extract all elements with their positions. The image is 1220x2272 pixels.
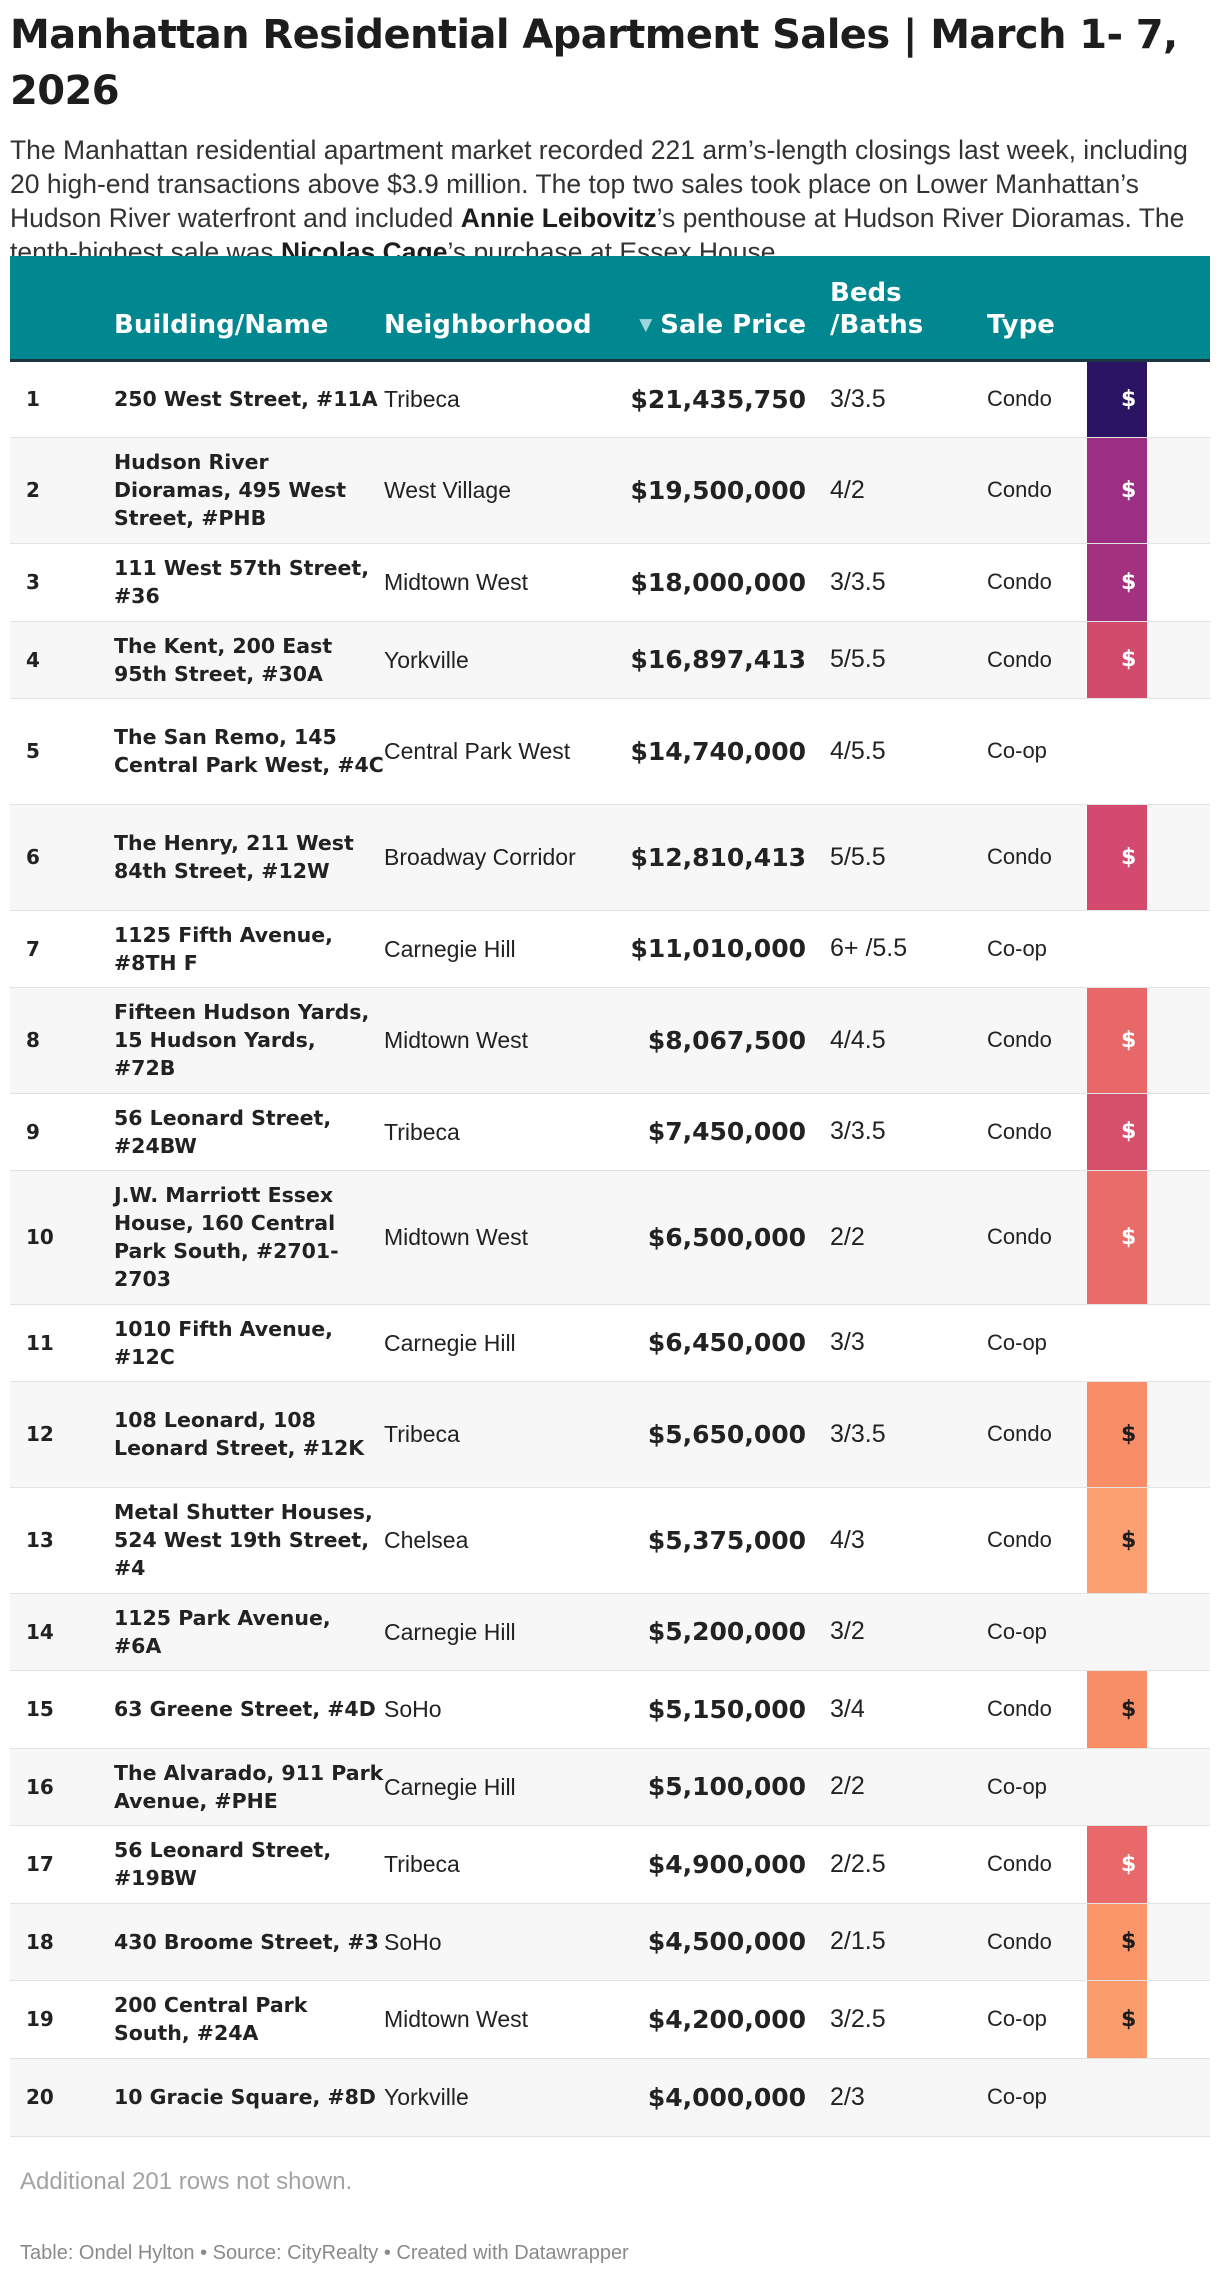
row-building-name: Fifteen Hudson Yards, 15 Hudson Yards, #72B	[114, 1000, 370, 1080]
row-neighborhood: Midtown West	[384, 569, 529, 595]
row-beds-baths: 3/2.5	[830, 2004, 886, 2033]
table-body	[10, 360, 1210, 2136]
row-type: Co-op	[987, 738, 1047, 763]
header-beds-baths[interactable]: Beds /Baths	[830, 277, 924, 340]
row-type: Condo	[987, 1421, 1052, 1446]
row-sale-price: $5,100,000	[647, 1772, 806, 1801]
row-neighborhood: Midtown West	[384, 1027, 529, 1053]
row-building-name: 200 Central Park South, #24A	[114, 1993, 308, 2045]
row-type: Condo	[987, 1527, 1052, 1552]
price-swatch: $	[1087, 1981, 1147, 2058]
price-swatch: $	[1087, 1382, 1147, 1487]
row-neighborhood: Midtown West	[384, 1224, 529, 1250]
row-rank: 10	[26, 1225, 54, 1249]
header-rank	[10, 256, 114, 360]
row-type: Co-op	[987, 2084, 1047, 2109]
row-beds-baths: 3/3.5	[830, 567, 886, 596]
header-building[interactable]: Building/Name	[114, 309, 329, 340]
row-rank: 20	[26, 2085, 54, 2109]
table-row	[10, 543, 1210, 621]
intro-highlight-name: Nicolas Cage	[281, 237, 448, 267]
row-price-swatch-cell	[1087, 360, 1210, 437]
row-sale-price: $7,450,000	[647, 1117, 806, 1146]
price-swatch: $	[1087, 362, 1147, 437]
row-rank: 3	[26, 570, 40, 594]
row-rank: 11	[26, 1330, 54, 1355]
row-building-name: 108 Leonard, 108 Leonard Street, #12K	[114, 1408, 365, 1460]
row-type: Condo	[987, 1696, 1052, 1721]
table-row	[10, 1487, 1210, 1593]
price-swatch: $	[1087, 438, 1147, 543]
row-beds-baths: 2/2.5	[830, 1849, 886, 1878]
header-type[interactable]: Type	[987, 309, 1055, 340]
table-row	[10, 1980, 1210, 2058]
row-sale-price: $5,150,000	[647, 1694, 806, 1724]
row-type: Condo	[987, 646, 1052, 672]
row-price-swatch-cell	[1087, 804, 1210, 910]
footer-credits: Table: Ondel Hylton • Source: CityRealty • Created with Datawrapper	[20, 2242, 629, 2264]
row-sale-price: $4,900,000	[647, 1849, 806, 1879]
row-beds-baths: 3/3.5	[830, 1419, 886, 1448]
row-type: Condo	[987, 1851, 1052, 1876]
row-beds-baths: 3/4	[830, 1694, 865, 1723]
table-row	[10, 2058, 1210, 2136]
table-row	[10, 698, 1210, 804]
row-sale-price: $6,450,000	[647, 1328, 806, 1357]
row-rank: 9	[26, 1119, 40, 1144]
row-building-name: 56 Leonard Street, #19BW	[114, 1838, 332, 1890]
datawrapper-table-chart	[10, 0, 1210, 2264]
price-swatch: $	[1087, 1488, 1147, 1593]
row-building-name: The Henry, 211 West 84th Street, #12W	[114, 831, 354, 883]
row-beds-baths: 2/3	[830, 2082, 865, 2111]
row-neighborhood: Chelsea	[384, 1527, 469, 1553]
row-sale-price: $4,500,000	[647, 1927, 806, 1956]
table-row	[10, 1670, 1210, 1748]
row-neighborhood: Yorkville	[384, 2084, 469, 2110]
row-building-name: The San Remo, 145 Central Park West, #4C	[114, 725, 384, 777]
row-building-name: Metal Shutter Houses, 524 West 19th Street, #4	[114, 1500, 373, 1580]
row-rank: 16	[26, 1774, 54, 1799]
row-price-swatch-cell	[1087, 1487, 1210, 1593]
sales-table	[10, 256, 1210, 2137]
row-rank: 18	[26, 1929, 54, 1954]
row-beds-baths: 4/5.5	[830, 736, 886, 765]
row-beds-baths: 2/1.5	[830, 1927, 886, 1955]
price-swatch: $	[1087, 1826, 1147, 1903]
row-type: Co-op	[987, 935, 1047, 961]
row-neighborhood: Yorkville	[384, 646, 469, 673]
row-type: Condo	[987, 844, 1052, 869]
row-rank: 12	[26, 1422, 54, 1446]
row-building-name: 111 West 57th Street, #36	[114, 556, 369, 608]
row-building-name: 430 Broome Street, #3	[114, 1929, 379, 1954]
row-type: Condo	[987, 386, 1052, 411]
row-neighborhood: Tribeca	[384, 1421, 460, 1447]
row-neighborhood: Carnegie Hill	[384, 1773, 516, 1800]
row-sale-price: $18,000,000	[630, 567, 806, 597]
row-building-name: J.W. Marriott Essex House, 160 Central Park South, #2701-2703	[114, 1183, 339, 1291]
row-price-swatch-cell	[1087, 543, 1210, 621]
row-sale-price: $5,650,000	[647, 1419, 806, 1449]
row-sale-price: $4,200,000	[647, 2004, 806, 2034]
row-price-swatch-cell	[1087, 1093, 1210, 1170]
row-beds-baths: 3/2	[830, 1617, 865, 1645]
table-row	[10, 1381, 1210, 1487]
row-sale-price: $16,897,413	[630, 645, 806, 674]
row-beds-baths: 5/5.5	[830, 842, 886, 871]
row-building-name: 1125 Park Avenue, #6A	[114, 1605, 331, 1658]
row-neighborhood: Carnegie Hill	[384, 1329, 516, 1356]
row-sale-price: $6,500,000	[647, 1222, 806, 1252]
table-row	[10, 437, 1210, 543]
row-rank: 15	[26, 1697, 54, 1721]
row-beds-baths: 3/3.5	[830, 1117, 886, 1145]
row-neighborhood: Central Park West	[384, 738, 571, 764]
row-type: Condo	[987, 569, 1052, 594]
price-swatch: $	[1087, 1171, 1147, 1304]
row-neighborhood: West Village	[384, 477, 511, 503]
intro-highlight-name: Annie Leibovitz	[460, 203, 657, 233]
row-building-name: The Kent, 200 East 95th Street, #30A	[114, 633, 333, 686]
row-beds-baths: 5/5.5	[830, 645, 886, 673]
row-sale-price: $5,375,000	[647, 1525, 806, 1555]
price-swatch: $	[1087, 622, 1147, 698]
row-rank: 17	[26, 1852, 54, 1876]
row-sale-price: $8,067,500	[647, 1025, 806, 1055]
row-price-swatch-cell	[1087, 1980, 1210, 2058]
row-beds-baths: 2/2	[830, 1772, 865, 1800]
row-price-swatch-cell	[1087, 910, 1210, 987]
page-title: Manhattan Residential Apartment Sales | March 1- 7, 2026	[10, 12, 1178, 114]
row-neighborhood: Tribeca	[384, 386, 460, 412]
row-sale-price: $4,000,000	[647, 2082, 806, 2112]
table-row	[10, 1593, 1210, 1670]
row-building-name: 1010 Fifth Avenue, #12C	[114, 1316, 333, 1369]
row-rank: 19	[26, 2007, 54, 2031]
row-neighborhood: Carnegie Hill	[384, 935, 516, 962]
row-type: Condo	[987, 1928, 1052, 1954]
price-swatch: $	[1087, 1671, 1147, 1748]
row-price-swatch-cell	[1087, 1381, 1210, 1487]
row-sale-price: $21,435,750	[630, 384, 806, 414]
row-price-swatch-cell	[1087, 621, 1210, 698]
header-sale-price[interactable]: ▼ Sale Price	[639, 309, 806, 340]
row-type: Condo	[987, 477, 1052, 502]
sort-descending-icon[interactable]: ▼	[639, 314, 653, 335]
row-building-name: Hudson River Dioramas, 495 West Street, #PHB	[114, 450, 347, 530]
row-neighborhood: Tribeca	[384, 1851, 460, 1877]
price-swatch: $	[1087, 1094, 1147, 1170]
row-sale-price: $19,500,000	[630, 475, 806, 505]
row-beds-baths: 6+ /5.5	[830, 934, 908, 962]
table-row	[10, 1825, 1210, 1903]
row-price-swatch-cell	[1087, 2058, 1210, 2136]
row-rank: 6	[26, 845, 40, 869]
row-rank: 1	[26, 387, 40, 411]
price-swatch: $	[1087, 544, 1147, 621]
row-beds-baths: 3/3.5	[830, 384, 886, 413]
row-type: Condo	[987, 1118, 1052, 1144]
row-sale-price: $14,740,000	[630, 736, 806, 766]
row-building-name: 63 Greene Street, #4D	[114, 1697, 376, 1721]
row-type: Condo	[987, 1224, 1052, 1249]
price-swatch: $	[1087, 988, 1147, 1093]
row-type: Co-op	[987, 1773, 1047, 1799]
row-neighborhood: SoHo	[384, 1696, 442, 1722]
table-row	[10, 1903, 1210, 1980]
row-rank: 7	[26, 936, 40, 961]
table-row	[10, 360, 1210, 437]
table-row	[10, 910, 1210, 987]
row-type: Co-op	[987, 1618, 1047, 1644]
row-price-swatch-cell	[1087, 1304, 1210, 1381]
row-price-swatch-cell	[1087, 1903, 1210, 1980]
row-neighborhood: SoHo	[384, 1928, 442, 1955]
row-price-swatch-cell	[1087, 1670, 1210, 1748]
rows-not-shown-note: Additional 201 rows not shown.	[20, 2168, 353, 2195]
price-swatch: $	[1087, 1904, 1147, 1980]
row-rank: 13	[26, 1528, 54, 1552]
row-price-swatch-cell	[1087, 1170, 1210, 1304]
row-price-swatch-cell	[1087, 698, 1210, 804]
row-building-name: 250 West Street, #11A	[114, 387, 378, 411]
table-row	[10, 1170, 1210, 1304]
row-price-swatch-cell	[1087, 1825, 1210, 1903]
intro-text: The Manhattan residential apartment market recorded 221 arm’s-length closings last week, including 20 high-end transactions above $3.9 million. The top two sales took place on Lower Manhattan’s Hudson River waterfront and included Annie Leibovitz’s penthouse at Hudson River Dioramas. The tenth-highest sale was Nicolas Cage’s purchase at Essex House.	[10, 135, 1188, 267]
row-rank: 5	[26, 739, 40, 763]
row-rank: 14	[26, 1619, 54, 1644]
price-swatch: $	[1087, 805, 1147, 910]
row-neighborhood: Midtown West	[384, 2006, 529, 2032]
row-beds-baths: 4/2	[830, 475, 865, 504]
row-beds-baths: 4/3	[830, 1525, 865, 1554]
row-building-name: The Alvarado, 911 Park Avenue, #PHE	[114, 1760, 384, 1813]
row-type: Co-op	[987, 1329, 1047, 1355]
row-price-swatch-cell	[1087, 437, 1210, 543]
table-row	[10, 1093, 1210, 1170]
row-price-swatch-cell	[1087, 1593, 1210, 1670]
row-rank: 4	[26, 647, 40, 672]
row-neighborhood: Carnegie Hill	[384, 1618, 516, 1645]
row-building-name: 1125 Fifth Avenue, #8TH F	[114, 922, 333, 975]
table-header-row	[10, 256, 1210, 360]
table-row	[10, 1304, 1210, 1381]
row-beds-baths: 3/3	[830, 1328, 865, 1356]
row-type: Condo	[987, 1027, 1052, 1052]
row-price-swatch-cell	[1087, 987, 1210, 1093]
row-sale-price: $11,010,000	[630, 934, 806, 963]
table-row	[10, 1748, 1210, 1825]
table-row	[10, 804, 1210, 910]
header-neighborhood[interactable]: Neighborhood	[384, 309, 592, 340]
row-type: Co-op	[987, 2006, 1047, 2031]
row-neighborhood: Tribeca	[384, 1118, 460, 1145]
row-sale-price: $12,810,413	[630, 842, 806, 872]
row-sale-price: $5,200,000	[647, 1617, 806, 1646]
table-row	[10, 621, 1210, 698]
row-beds-baths: 2/2	[830, 1222, 865, 1251]
row-building-name: 56 Leonard Street, #24BW	[114, 1105, 332, 1158]
row-rank: 2	[26, 478, 40, 502]
row-price-swatch-cell	[1087, 1748, 1210, 1825]
row-beds-baths: 4/4.5	[830, 1025, 886, 1054]
row-building-name: 10 Gracie Square, #8D	[114, 2085, 376, 2109]
header-price-swatch	[1087, 256, 1210, 360]
row-rank: 8	[26, 1028, 40, 1052]
row-neighborhood: Broadway Corridor	[384, 844, 576, 870]
table-row	[10, 987, 1210, 1093]
